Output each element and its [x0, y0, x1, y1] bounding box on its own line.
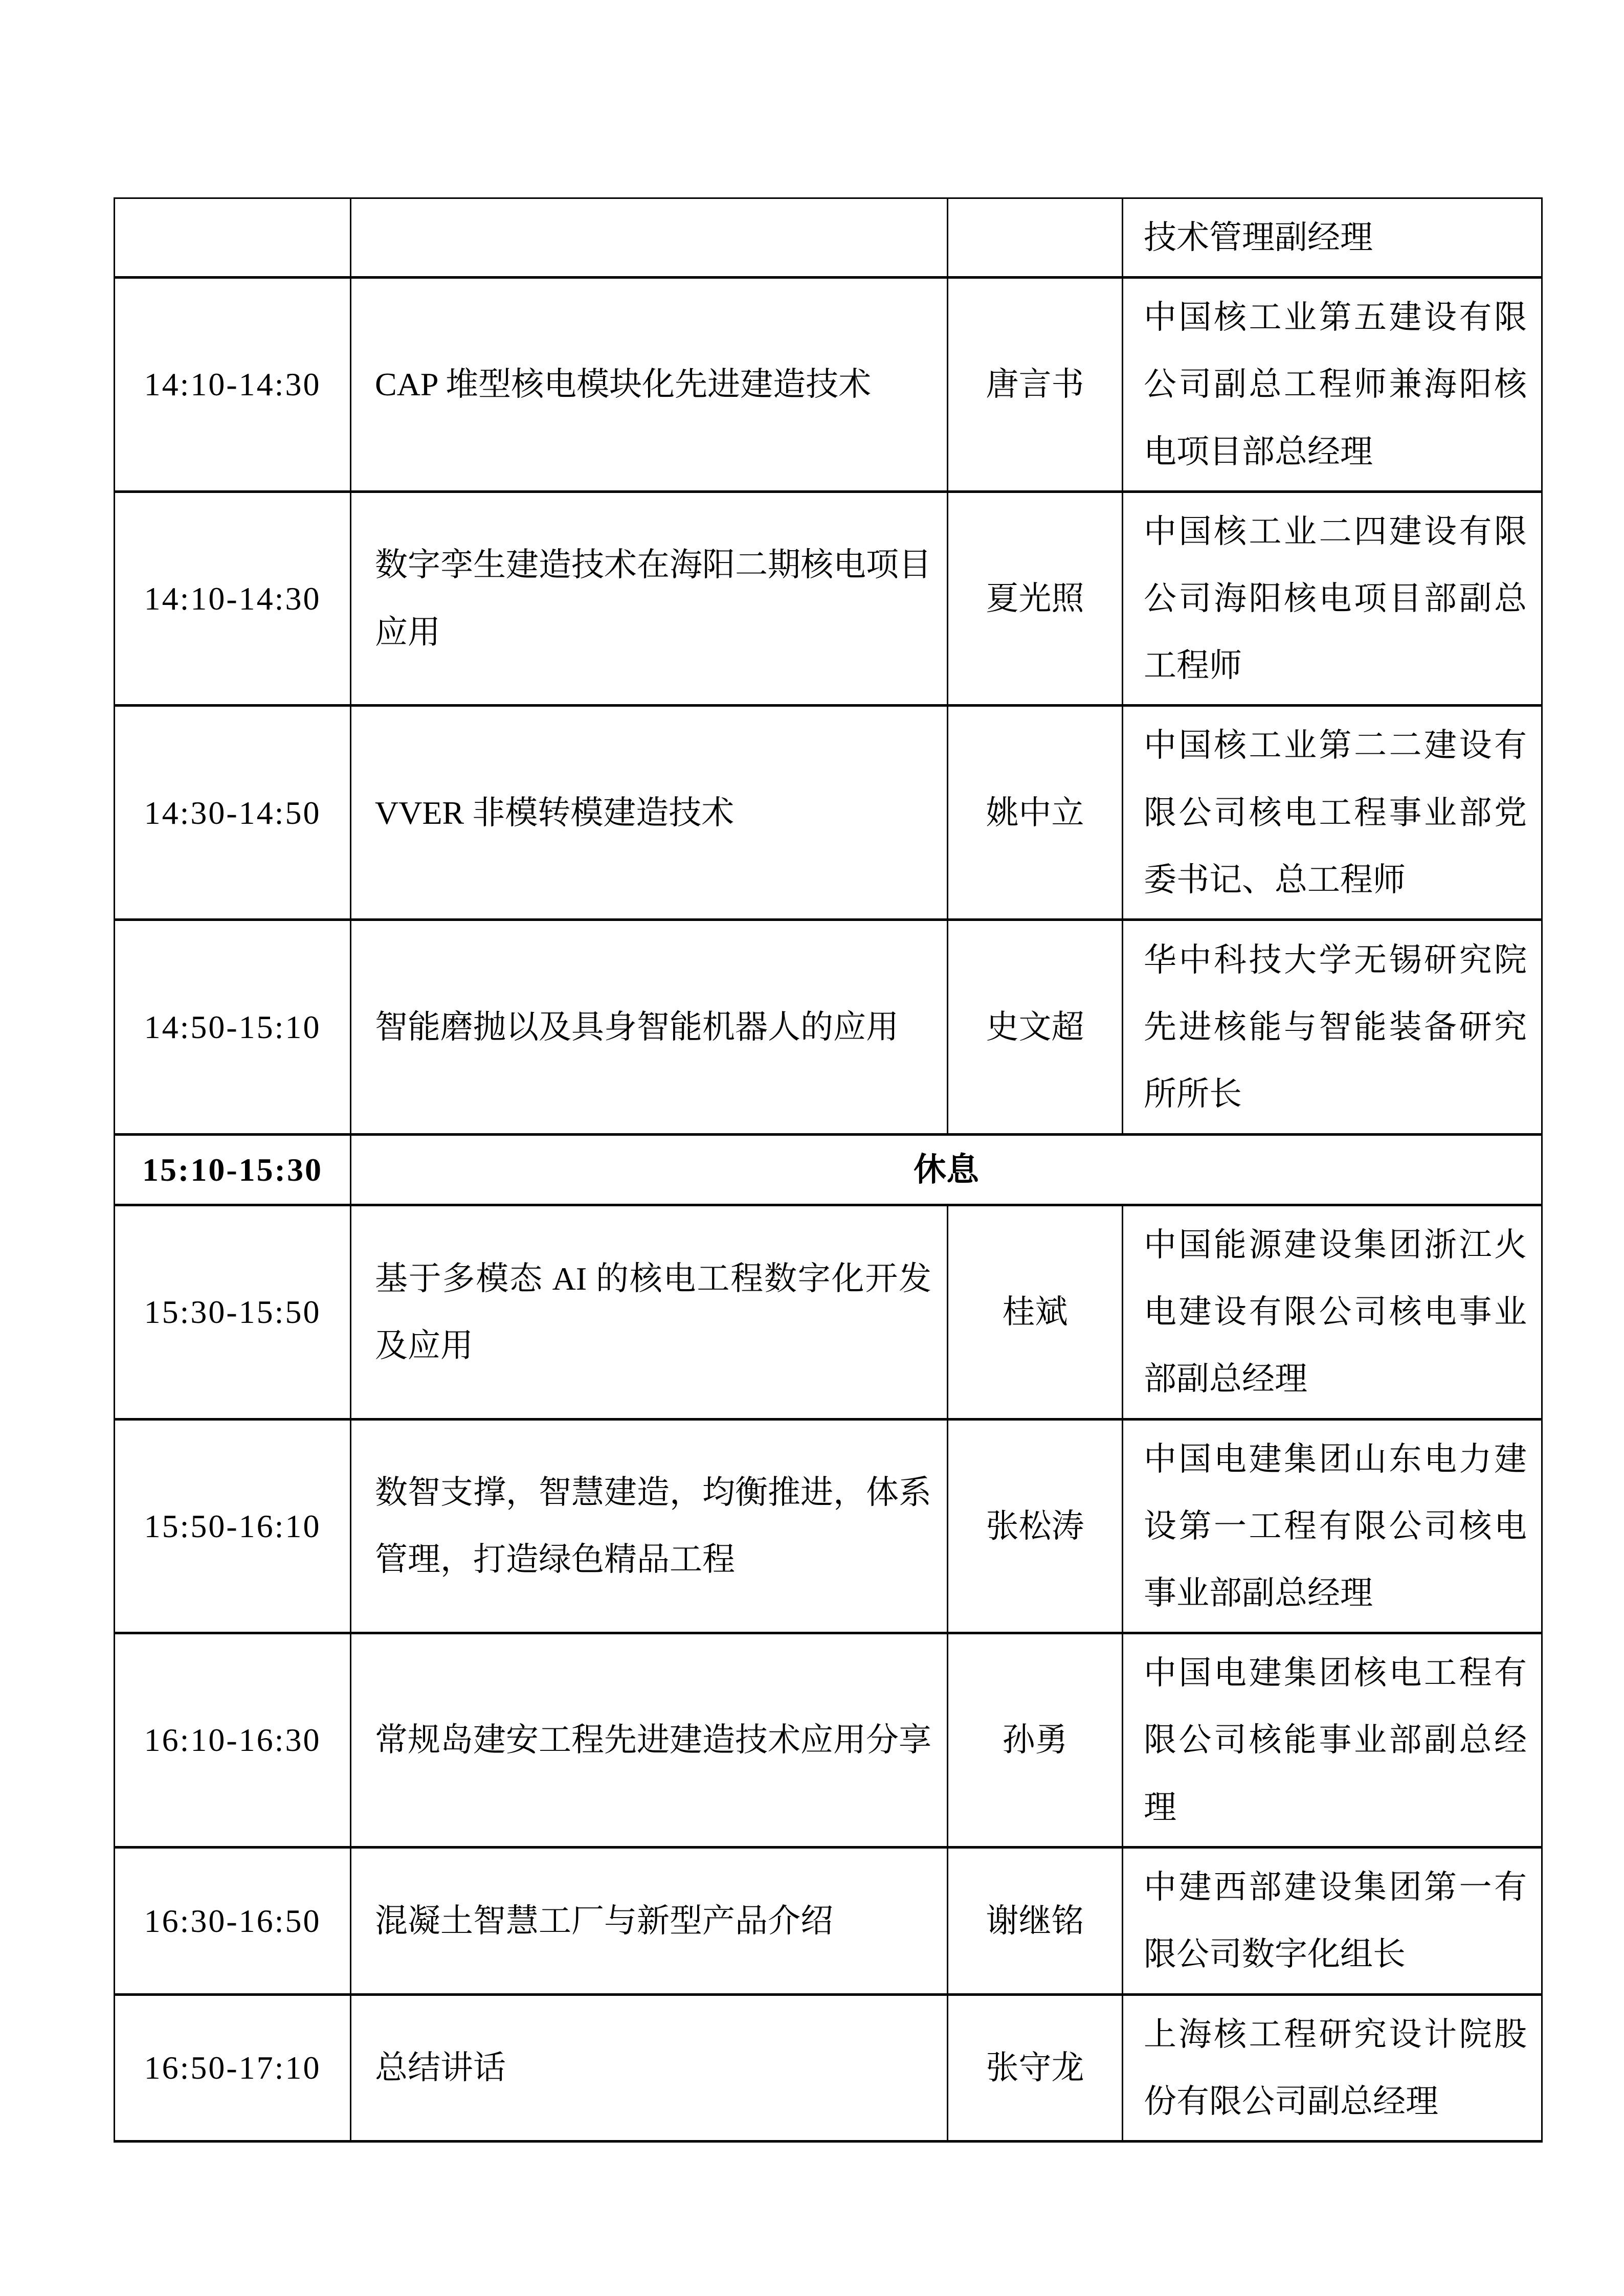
- cell-time: 16:30-16:50: [115, 1847, 351, 1994]
- cell-speaker: 夏光照: [948, 491, 1123, 706]
- table-row: [115, 706, 1542, 920]
- cell-time: 14:10-14:30: [115, 491, 351, 706]
- cell-topic: [351, 198, 948, 278]
- cell-speaker: 姚中立: [948, 706, 1123, 920]
- cell-speaker: 史文超: [948, 919, 1123, 1134]
- cell-affiliation: 上海核工程研究设计院股份有限公司副总经理: [1123, 1994, 1542, 2141]
- cell-time: 14:50-15:10: [115, 919, 351, 1134]
- table-row: [115, 198, 1542, 278]
- cell-topic: 总结讲话: [351, 1994, 948, 2141]
- table-row: [115, 491, 1542, 706]
- cell-time: 15:50-16:10: [115, 1419, 351, 1633]
- cell-time: [115, 198, 351, 278]
- table-row: [115, 1419, 1542, 1633]
- cell-speaker: [948, 198, 1123, 278]
- cell-time: 15:30-15:50: [115, 1205, 351, 1420]
- cell-topic: CAP 堆型核电模块化先进建造技术: [351, 278, 948, 492]
- table-row: [115, 919, 1542, 1134]
- cell-speaker: 张守龙: [948, 1994, 1123, 2141]
- cell-affiliation: 华中科技大学无锡研究院先进核能与智能装备研究所所长: [1123, 919, 1542, 1134]
- cell-affiliation: 中国核工业二四建设有限公司海阳核电项目部副总工程师: [1123, 491, 1542, 706]
- cell-topic: 基于多模态 AI 的核电工程数字化开发及应用: [351, 1205, 948, 1420]
- table-row: [115, 1847, 1542, 1994]
- cell-speaker: 张松涛: [948, 1419, 1123, 1633]
- cell-time: 16:50-17:10: [115, 1994, 351, 2141]
- cell-time: 16:10-16:30: [115, 1633, 351, 1848]
- cell-affiliation: 中国核工业第五建设有限公司副总工程师兼海阳核电项目部总经理: [1123, 278, 1542, 492]
- cell-affiliation: 中国电建集团核电工程有限公司核能事业部副总经理: [1123, 1633, 1542, 1848]
- agenda-table: [114, 197, 1543, 2143]
- cell-topic: 混凝土智慧工厂与新型产品介绍: [351, 1847, 948, 1994]
- cell-topic: 数字孪生建造技术在海阳二期核电项目应用: [351, 491, 948, 706]
- table-row: [115, 278, 1542, 492]
- cell-affiliation: 中国能源建设集团浙江火电建设有限公司核电事业部副总经理: [1123, 1205, 1542, 1420]
- cell-affiliation: 中建西部建设集团第一有限公司数字化组长: [1123, 1847, 1542, 1994]
- cell-topic: 智能磨抛以及具身智能机器人的应用: [351, 919, 948, 1134]
- table-row-break: [115, 1134, 1542, 1205]
- cell-speaker: 孙勇: [948, 1633, 1123, 1848]
- cell-time: 14:30-14:50: [115, 706, 351, 920]
- cell-affiliation: 中国核工业第二二建设有限公司核电工程事业部党委书记、总工程师: [1123, 706, 1542, 920]
- cell-affiliation: 技术管理副经理: [1123, 198, 1542, 278]
- table-row: [115, 1994, 1542, 2141]
- table-row: [115, 1633, 1542, 1848]
- cell-speaker: 桂斌: [948, 1205, 1123, 1420]
- cell-affiliation: 中国电建集团山东电力建设第一工程有限公司核电事业部副总经理: [1123, 1419, 1542, 1633]
- table-row: [115, 1205, 1542, 1420]
- cell-topic: VVER 非模转模建造技术: [351, 706, 948, 920]
- cell-time: 14:10-14:30: [115, 278, 351, 492]
- cell-speaker: 唐言书: [948, 278, 1123, 492]
- cell-topic: 数智支撑，智慧建造，均衡推进，体系管理，打造绿色精品工程: [351, 1419, 948, 1633]
- cell-speaker: 谢继铭: [948, 1847, 1123, 1994]
- cell-topic: 常规岛建安工程先进建造技术应用分享: [351, 1633, 948, 1848]
- cell-time: 15:10-15:30: [115, 1134, 351, 1205]
- cell-break-label: 休息: [351, 1134, 1542, 1205]
